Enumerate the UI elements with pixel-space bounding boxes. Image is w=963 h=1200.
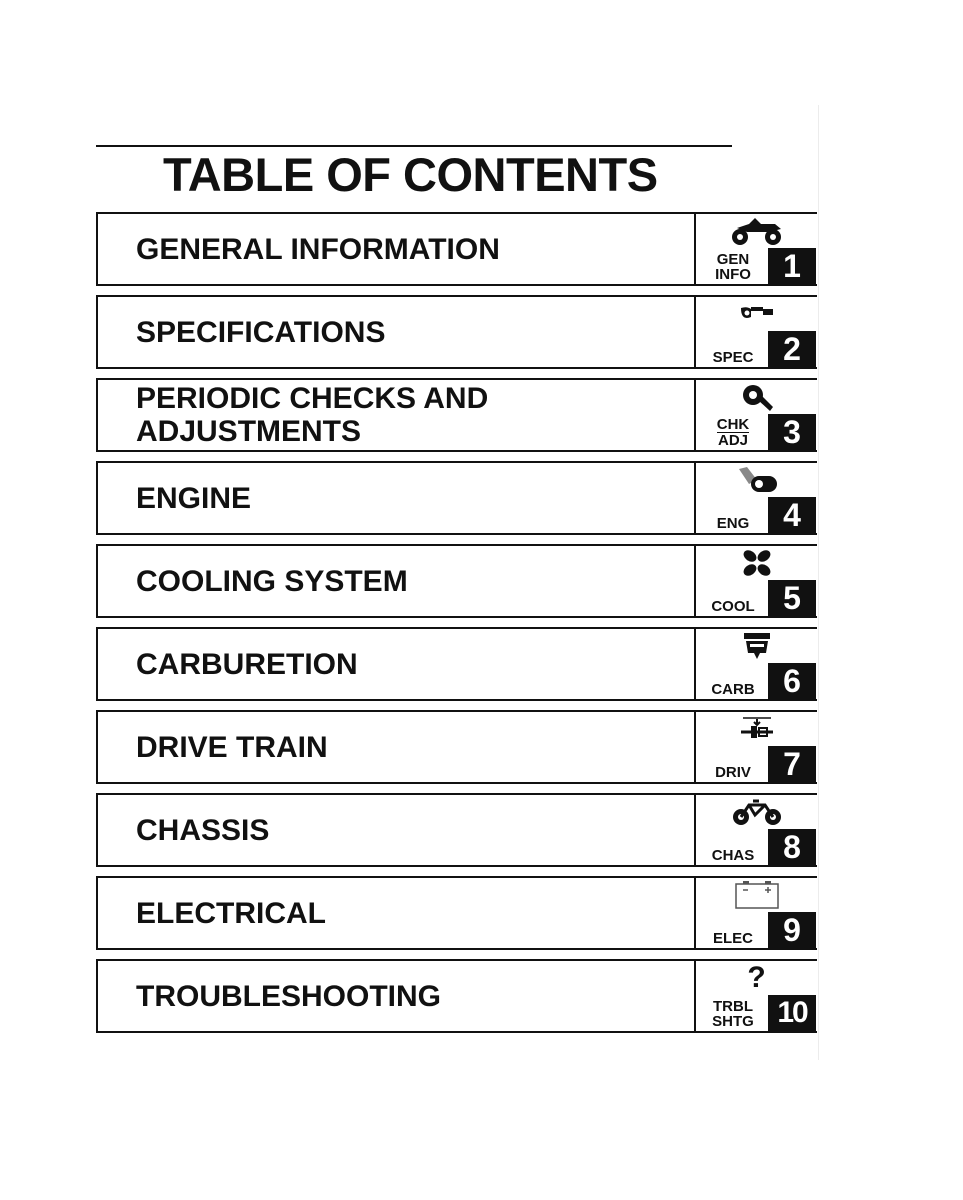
toc-entry-periodic-checks[interactable] xyxy=(96,378,817,452)
section-tab[interactable] xyxy=(694,793,817,867)
section-tab[interactable] xyxy=(694,627,817,701)
section-title: ENGINE xyxy=(136,481,252,515)
section-number: 5 xyxy=(768,580,816,616)
section-number: 10 xyxy=(768,995,816,1031)
section-code: CHK ADJ xyxy=(716,416,750,449)
section-code: COOL xyxy=(711,598,755,615)
toc-entry-electrical[interactable] xyxy=(96,876,817,950)
section-code: SPEC xyxy=(712,349,754,366)
fan-icon xyxy=(696,546,817,580)
section-tab[interactable] xyxy=(694,544,817,618)
drive-shaft-icon xyxy=(696,712,817,746)
section-title: CHASSIS xyxy=(136,813,270,847)
section-title: GENERAL INFORMATION xyxy=(136,232,500,266)
toc-entry-chassis[interactable] xyxy=(96,793,817,867)
section-code: TRBL SHTG xyxy=(712,998,754,1030)
page-edge xyxy=(818,105,819,1060)
section-code: ELEC xyxy=(712,930,753,947)
section-tab[interactable] xyxy=(694,378,817,452)
section-code: GEN INFO xyxy=(715,251,751,283)
toc-entry-drive-train[interactable] xyxy=(96,710,817,784)
section-code: CHAS xyxy=(711,847,755,864)
section-code: ENG xyxy=(716,515,750,532)
section-title: TROUBLESHOOTING xyxy=(136,979,441,1013)
table-of-contents xyxy=(96,212,817,1042)
section-title: COOLING SYSTEM xyxy=(136,564,408,598)
toc-entry-cooling-system[interactable] xyxy=(96,544,817,618)
carburetor-icon xyxy=(696,629,817,663)
section-title: ELECTRICAL xyxy=(136,896,326,930)
section-number: 2 xyxy=(768,331,816,367)
toc-entry-troubleshooting[interactable] xyxy=(96,959,817,1033)
section-tab[interactable] xyxy=(694,461,817,535)
toc-entry-specifications[interactable] xyxy=(96,295,817,369)
page-title: TABLE OF CONTENTS xyxy=(163,148,658,201)
section-number: 3 xyxy=(768,414,816,450)
section-number: 1 xyxy=(768,248,816,284)
section-number: 8 xyxy=(768,829,816,865)
section-tab[interactable] xyxy=(694,295,817,369)
section-tab[interactable] xyxy=(694,959,817,1033)
question-icon: ? xyxy=(747,961,766,994)
engine-icon xyxy=(696,463,817,497)
section-title: DRIVE TRAIN xyxy=(136,730,328,764)
chassis-icon xyxy=(696,795,817,829)
section-number: 6 xyxy=(768,663,816,699)
section-code: DRIV xyxy=(715,764,751,781)
wrench-icon xyxy=(696,297,817,331)
section-title: SPECIFICATIONS xyxy=(136,315,386,349)
section-number: 7 xyxy=(768,746,816,782)
adjust-tool-icon xyxy=(696,380,817,414)
section-number: 9 xyxy=(768,912,816,948)
battery-icon xyxy=(696,878,817,912)
atv-icon xyxy=(696,214,817,248)
section-tab[interactable] xyxy=(694,212,817,286)
section-number: 4 xyxy=(768,497,816,533)
title-rule xyxy=(96,145,732,147)
section-tab[interactable] xyxy=(694,876,817,950)
section-tab[interactable] xyxy=(694,710,817,784)
section-code: CARB xyxy=(711,681,755,698)
section-title: PERIODIC CHECKS AND ADJUSTMENTS xyxy=(136,382,489,448)
toc-entry-general-information[interactable] xyxy=(96,212,817,286)
toc-entry-carburetion[interactable] xyxy=(96,627,817,701)
section-title: CARBURETION xyxy=(136,647,358,681)
toc-entry-engine[interactable] xyxy=(96,461,817,535)
